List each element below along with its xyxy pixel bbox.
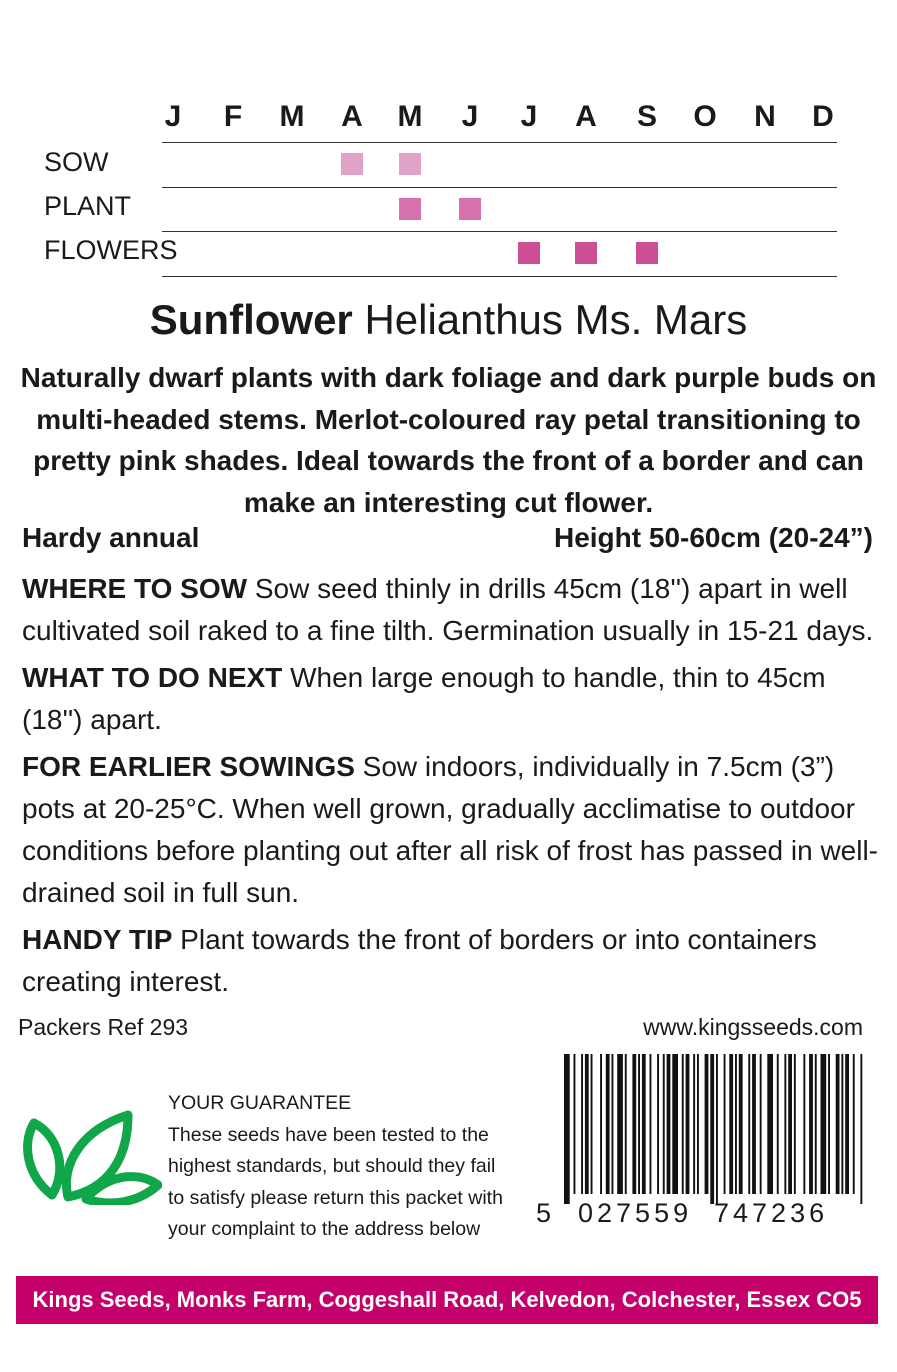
guarantee-title: YOUR GUARANTEE (168, 1092, 352, 1114)
month-label: D (812, 100, 834, 133)
calendar-rule (162, 142, 837, 143)
barcode-bar (693, 1054, 695, 1194)
barcode-bar (625, 1054, 627, 1194)
handy-tip (22, 919, 882, 1003)
barcode-bar (710, 1054, 714, 1204)
what-next-text: When large enough to handle, thin to 45cm (18'') apart. (22, 662, 826, 735)
barcode-bar (735, 1054, 737, 1194)
calendar-marker (399, 153, 421, 175)
barcode-bar (860, 1054, 862, 1204)
guarantee-line: highest standards, but should they fail (168, 1155, 496, 1177)
tip-heading: HANDY TIP (22, 924, 173, 955)
calendar-marker (636, 242, 658, 264)
barcode-bar (815, 1054, 817, 1194)
barcode-bar (632, 1054, 636, 1194)
month-label: A (575, 100, 597, 133)
where-to-sow-text: Sow seed thinly in drills 45cm (18'') apart in well cultivated soil raked to a fine tilth. Germination usually in 15-21 days. (22, 573, 874, 646)
website-link[interactable]: www.kingsseeds.com (643, 1014, 863, 1040)
barcode-bar (752, 1054, 756, 1194)
barcode-bar (784, 1054, 786, 1194)
common-name: Sunflower (149, 296, 353, 343)
calendar-row-label: FLOWERS (44, 235, 178, 265)
calendar-marker (341, 153, 363, 175)
barcode-bar (716, 1054, 718, 1204)
tip-text: Plant towards the front of borders or into containers creating interest. (22, 924, 817, 997)
barcode-bar (591, 1054, 593, 1194)
calendar-marker (518, 242, 540, 264)
barcode-bar (697, 1054, 699, 1194)
barcode-bar (682, 1054, 684, 1194)
guarantee-line: to satisfy please return this packet with (168, 1186, 503, 1209)
barcode-bar (794, 1054, 796, 1194)
barcode-bar (724, 1054, 726, 1194)
barcode-bar (777, 1054, 779, 1194)
address-footer: Kings Seeds, Monks Farm, Coggeshall Road, Kelvedon, Colchester, Essex CO5 9PG (16, 1276, 878, 1324)
packers-ref: Packers Ref 293 (18, 1014, 189, 1040)
barcode-bar (748, 1054, 750, 1194)
month-label: O (693, 100, 717, 133)
barcode-bars (564, 1054, 894, 1204)
month-label: J (164, 100, 182, 133)
barcode-bar (612, 1054, 614, 1194)
barcode-group-right: 747236 (714, 1198, 829, 1228)
barcode-bar (788, 1054, 792, 1194)
month-label: N (754, 100, 776, 133)
calendar-marker (399, 198, 421, 220)
month-label: S (636, 100, 657, 133)
what-next-heading: WHAT TO DO NEXT (22, 662, 283, 693)
barcode-bar (821, 1054, 827, 1194)
barcode-bar (729, 1054, 733, 1194)
barcode-bar (564, 1054, 570, 1204)
barcode-bar (845, 1054, 849, 1194)
barcode-bar (672, 1054, 678, 1194)
plant-height: Height 50-60cm (20-24”) (553, 522, 873, 553)
barcode-bar (767, 1054, 773, 1194)
barcode-bar (686, 1054, 690, 1194)
barcode-bar (617, 1054, 623, 1194)
calendar-rule (162, 187, 837, 188)
product-description: Naturally dwarf plants with dark foliage and dark purple buds on multi-headed stems. Merlot-coloured ray petal transitioning to pretty pink shades. Ideal towards the front of a border and can make an interesting cut flower. (20, 362, 877, 518)
earlier-heading: FOR EARLIER SOWINGS (22, 751, 355, 782)
where-to-sow-heading: WHERE TO SOW (22, 573, 248, 604)
barcode-first-digit: 5 (536, 1198, 552, 1228)
barcode-bar (606, 1054, 610, 1194)
barcode-bar (667, 1054, 671, 1194)
barcode (536, 1054, 866, 1234)
calendar-row-label: PLANT (44, 191, 132, 221)
barcode-bar (739, 1054, 743, 1194)
calendar-rule (162, 231, 837, 232)
month-label: J (461, 100, 479, 133)
earlier-text: Sow indoors, individually in 7.5cm (3”) pots at 20-25°C. When well grown, gradually acclimatise to outdoor conditions before planting out after all risk of frost has passed in well-drained soil in full sun. (22, 751, 879, 908)
barcode-bar (841, 1054, 843, 1194)
month-label: M (397, 100, 423, 133)
month-label: A (341, 100, 363, 133)
barcode-bar (657, 1054, 659, 1194)
product-title (0, 296, 897, 344)
barcode-bar (853, 1054, 855, 1194)
barcode-bar (663, 1054, 665, 1194)
barcode-bar (638, 1054, 640, 1194)
barcode-bar (642, 1054, 646, 1194)
calendar-rule (162, 276, 837, 277)
leaf-logo-icon (20, 1105, 162, 1205)
barcode-bar (705, 1054, 709, 1194)
barcode-bar (760, 1054, 762, 1194)
barcode-bar (600, 1054, 602, 1194)
barcode-bar (581, 1054, 583, 1194)
barcode-bar (585, 1054, 589, 1194)
guarantee-line: your complaint to the address below (168, 1218, 481, 1240)
barcode-bar (574, 1054, 576, 1194)
barcode-bar (650, 1054, 652, 1194)
barcode-bar (828, 1054, 830, 1194)
calendar-marker (575, 242, 597, 264)
where-to-sow (22, 568, 882, 652)
latin-name: Helianthus Ms. Mars (364, 296, 748, 343)
guarantee-block (168, 1088, 528, 1246)
month-label: J (520, 100, 538, 133)
month-label: M (279, 100, 305, 133)
calendar-marker (459, 198, 481, 220)
month-label: F (223, 100, 243, 133)
earlier-sowings (22, 746, 882, 914)
barcode-bar (803, 1054, 805, 1194)
barcode-bar (836, 1054, 840, 1194)
guarantee-line: These seeds have been tested to the (168, 1123, 489, 1146)
plant-type: Hardy annual (22, 522, 200, 553)
what-to-do-next (22, 657, 882, 741)
calendar-row-label: SOW (44, 147, 109, 177)
barcode-bar (809, 1054, 813, 1194)
barcode-group-left: 027559 (578, 1198, 693, 1228)
